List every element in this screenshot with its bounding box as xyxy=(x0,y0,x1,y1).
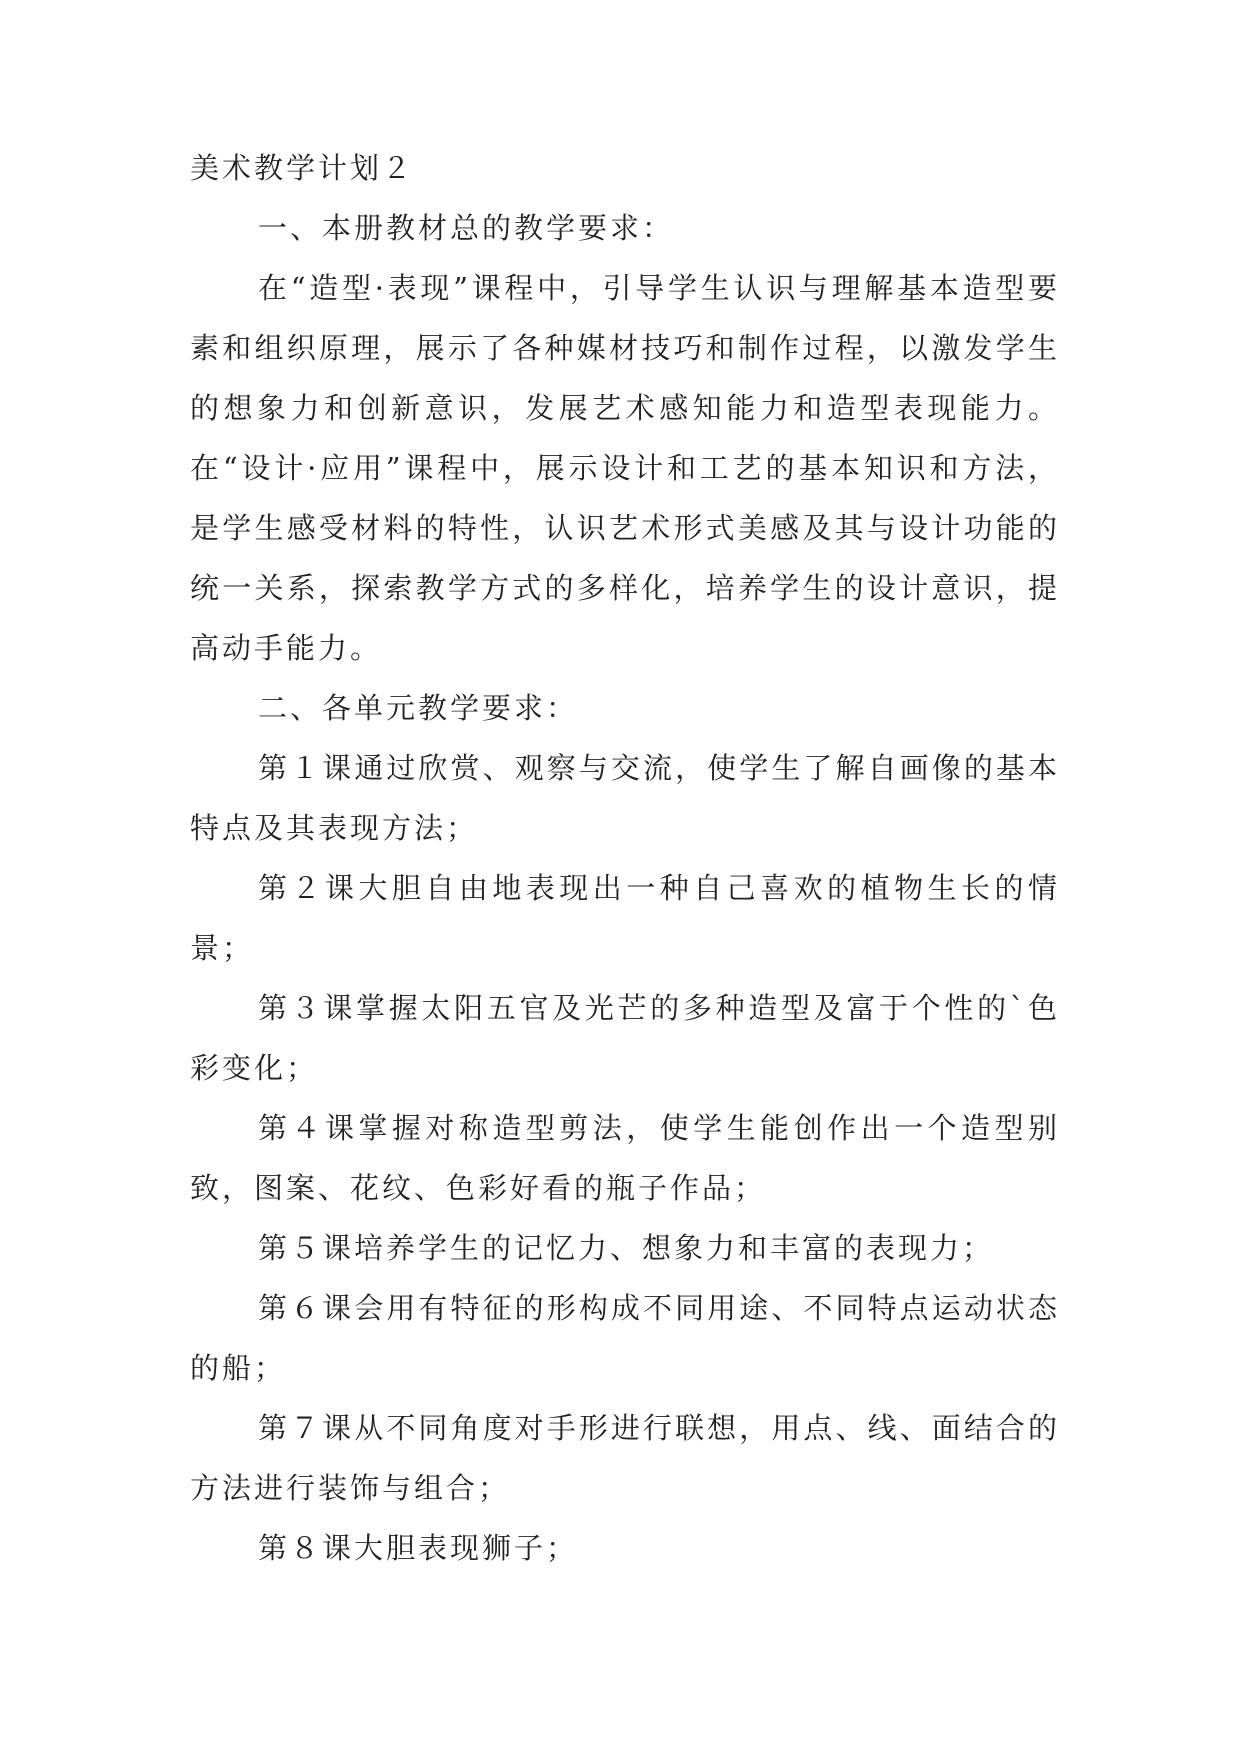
lesson-item-1: 第１课通过欣赏、观察与交流，使学生了解自画像的基本特点及其表现方法； xyxy=(190,751,1060,845)
lesson-item-6: 第６课会用有特征的形构成不同用途、不同特点运动状态的船； xyxy=(190,1291,1060,1385)
document-body xyxy=(190,138,1060,1578)
lesson-item-3: 第３课掌握太阳五官及光芒的多种造型及富于个性的`色彩变化； xyxy=(190,991,1060,1085)
lesson-item-2: 第２课大胆自由地表现出一种自己喜欢的植物生长的情景； xyxy=(190,871,1060,965)
paragraph-overview: 在“造型·表现”课程中，引导学生认识与理解基本造型要素和组织原理，展示了各种媒材技巧和制作过程，以激发学生的想象力和创新意识，发展艺术感知能力和造型表现能力。在“设计·应用”课程中，展示设计和工艺的基本知识和方法，是学生感受材料的特性，认识艺术形式美感及其与设计功能的统一关系，探索教学方式的多样化，培养学生的设计意识，提高动手能力。 xyxy=(190,271,1060,665)
lesson-item-5: 第５课培养学生的记忆力、想象力和丰富的表现力； xyxy=(258,1231,995,1265)
document-title: 美术教学计划２ xyxy=(190,151,415,185)
section-heading-2: 二、各单元教学要求： xyxy=(258,691,579,725)
lesson-item-8: 第８课大胆表现狮子； xyxy=(258,1531,579,1565)
lesson-item-7: 第７课从不同角度对手形进行联想，用点、线、面结合的方法进行装饰与组合； xyxy=(190,1411,1060,1505)
lesson-item-4: 第４课掌握对称造型剪法，使学生能创作出一个造型别致，图案、花纹、色彩好看的瓶子作品； xyxy=(190,1111,1060,1205)
section-heading-1: 一、本册教材总的教学要求： xyxy=(258,211,675,245)
